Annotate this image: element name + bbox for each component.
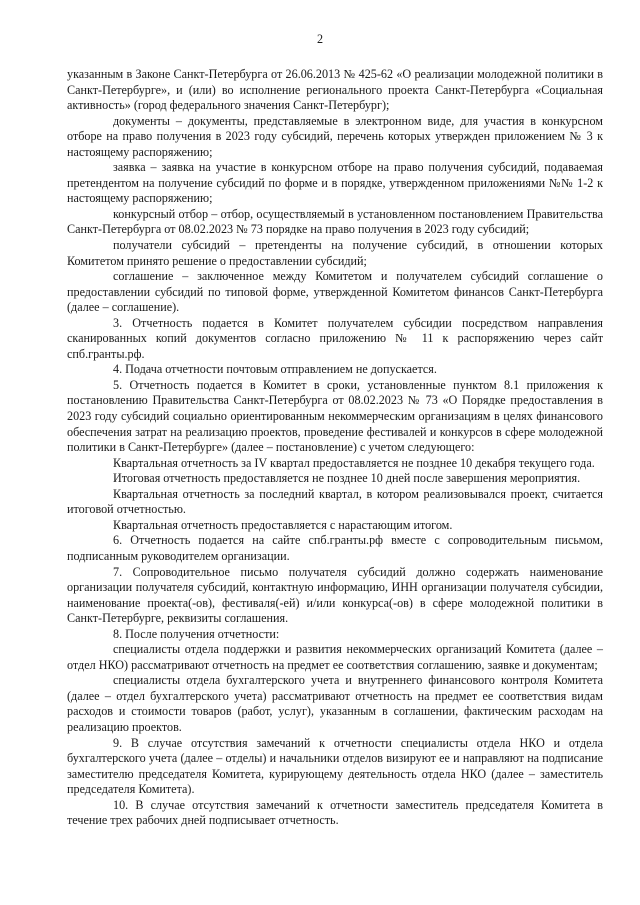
paragraph-definition-competitive-selection: конкурсный отбор – отбор, осуществляемый в установленном постановлением Правительства Санкт-Петербурга от 08.02.2023 № 73 порядке на право получения в 2023 году субсидий; [67,206,603,237]
paragraph-definition-agreement: соглашение – заключенное между Комитетом и получателем субсидий соглашение о предоставлении субсидий по типовой форме, утвержденной Комитетом финансов Санкт-Петербурга (далее – соглашение). [67,269,603,315]
page-number: 2 [316,32,324,46]
paragraph-nko-department: специалисты отдела поддержки и развития некоммерческих организаций Комитета (далее – отдел НКО) рассматривают отчетность на предмет ее соответствия соглашению, заявке и документам; [67,642,603,672]
paragraph-item-4: 4. Подача отчетности почтовым отправлением не допускается. [113,362,437,377]
paragraph-definition-documents: документы – документы, представляемые в электронном виде, для участия в конкурсном отборе на право получения в 2023 году субсидий, перечень которых утвержден приложением № 3 к настоящему распоряжению; [67,113,603,159]
paragraph-item-6: 6. Отчетность подается на сайте спб.гранты.рф вместе с сопроводительным письмом, подписанным руководителем организации. [67,533,603,563]
paragraph-youth-policy-law: указанным в Законе Санкт-Петербурга от 26.06.2013 № 425-62 «О реализации молодежной политики в Санкт-Петербурге», и (или) во исполнение регионального проекта Санкт-Петербурга «Социальная активность» (город федерального значения Санкт-Петербург); [67,67,603,113]
paragraph-item-10: 10. В случае отсутствия замечаний к отчетности заместитель председателя Комитета в течение трех рабочих дней подписывает отчетность. [67,797,603,828]
paragraph-definition-application: заявка – заявка на участие в конкурсном отборе на право получения субсидий, подаваемая претендентом на получение субсидий по форме и в порядке, утвержденном приложениями №№ 1-2 к настоящему распоряжению; [67,160,603,206]
paragraph-item-3: 3. Отчетность подается в Комитет получателем субсидии посредством направления сканированных копий документов согласно приложению № 11 к распоряжению через сайт спб.гранты.рф. [67,315,603,361]
paragraph-cumulative: Квартальная отчетность предоставляется с нарастающим итогом. [113,517,453,532]
paragraph-item-7: 7. Сопроводительное письмо получателя субсидий должно содержать наименование организации получателя субсидий, контактную информацию, ИНН организации получателя субсидии, наименование проекта(-ов), фестиваля(-ей) и/или конкурса(-ов) в сфере молодежной политики в Санкт-Петербурге, реквизиты соглашения. [67,564,603,626]
paragraph-accounting-department: специалисты отдела бухгалтерского учета и внутреннего финансового контроля Комитета (далее – отдел бухгалтерского учета) рассматривают отчетность на предмет ее соответствия видам расходов и стоимости товаров (работ, услуг), указанным в соглашении, фактическим расходам на реализацию проектов. [67,673,603,734]
paragraph-item-5: 5. Отчетность подается в Комитет в сроки, установленные пунктом 8.1 приложения к постановлению Правительства Санкт-Петербурга от 08.02.2023 № 73 «О Порядке предоставления в 2023 году субсидий социально ориентированным некоммерческим организациям в целях финансового обеспечения затрат на реализацию проектов, проведение фестивалей и конкурсов в сфере молодежной политики в Санкт-Петербурге» (далее – постановление) с учетом следующего: [67,377,603,455]
paragraph-item-8: 8. После получения отчетности: [113,626,280,641]
document-body [67,67,603,829]
paragraph-quarterly-q4: Квартальная отчетность за IV квартал предоставляется не позднее 10 декабря текущего года. [113,455,595,470]
paragraph-item-9: 9. В случае отсутствия замечаний к отчетности специалисты отдела НКО и отдела бухгалтерского учета (далее – отделы) и начальники отделов визируют ее и направляют на подписание заместителю председателя Комитета, курирующему деятельность отдела НКО (далее – заместитель председателя Комитета). [67,735,603,797]
paragraph-definition-recipients: получатели субсидий – претенденты на получение субсидий, в отношении которых Комитетом принято решение о предоставлении субсидий; [67,238,603,268]
paragraph-last-quarter: Квартальная отчетность за последний квартал, в котором реализовывался проект, считается итоговой отчетностью. [67,486,603,517]
paragraph-final-reporting: Итоговая отчетность предоставляется не позднее 10 дней после завершения мероприятия. [113,471,581,486]
